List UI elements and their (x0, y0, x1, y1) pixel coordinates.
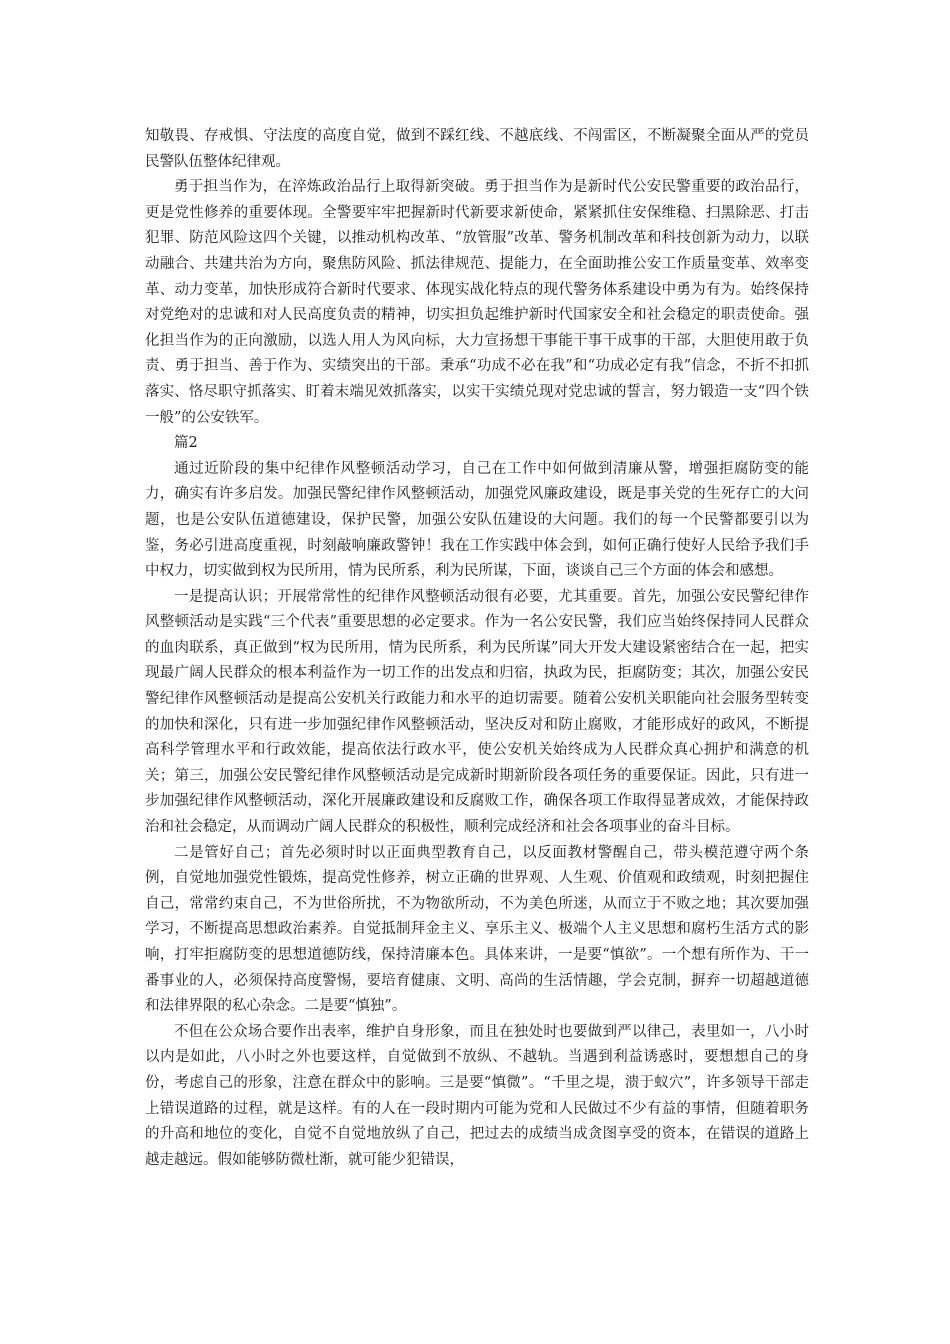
paragraph-intro: 通过近阶段的集中纪律作风整顿活动学习，自己在工作中如何做到清廉从警，增强拒腐防变的能力，确实有许多启发。加强民警纪律作风整顿活动，加强党风廉政建设，既是事关党的生死存亡的大问题，也是公安队伍道德建设，保护民警，加强公安队伍建设的大问题。我们的每一个民警都要引以为鉴，务必引进高度重视，时刻敲响廉政警钟！我在工作实践中体会到，如何正确行使好人民给予我们手中权力，切实做到权为民所用，情为民所系，利为民所谋，下面，谈谈自己三个方面的体会和感想。 (145, 460, 809, 580)
paragraph-courage-responsibility: 勇于担当作为，在淬炼政治品行上取得新突破。勇于担当作为是新时代公安民警重要的政治品行，更是党性修养的重要体现。全警要牢牢把握新时代新要求新使命，紧紧抓住安保维稳、扫黑除恶、打击犯罪、防范风险这四个关键，以推动机构改革、“放管服”改革、警务机制改革和科技创新为动力，以联动融合、共建共治为方向，聚焦防风险、抓法律规范、提能力，在全面助推公安工作质量变革、效率变革、动力变革，加快形成符合新时代要求、体现实战化特点的现代警务体系建设中勇为有为。始终保持对党绝对的忠诚和对人民高度负责的精神，切实担负起维护新时代国家安全和社会稳定的职责使命。强化担当作为的正向激励，以选人用人为风向标，大力宣扬想干事能干事干成事的干部，大胆使用敢于负责、勇于担当、善于作为、实绩突出的干部。秉承“功成不必在我”和“功成必定有我”信念，不折不扣抓落实、恪尽职守抓落实、盯着末端见效抓落实，以实干实绩兑现对党忠诚的誓言，努力锻造一支“四个铁一般”的公安铁军。 (145, 179, 809, 426)
paragraph-point-two-cont: 不但在公众场合要作出表率，维护自身形象，而且在独处时也要做到严以律己，表里如一，八小时以内是如此，八小时之外也要这样，自觉做到不放纵、不越轨。当遇到利益诱惑时，要想想自己的身份，考虑自己的形象，注意在群众中的影响。三是要“慎微”。“千里之堤，溃于蚁穴”，许多领导干部走上错误道路的过程，就是这样。有的人在一段时期内可能为党和人民做过不少有益的事情，但随着职务的升高和地位的变化，自觉不自觉地放纵了自己，把过去的成绩当成贪图享受的资本，在错误的道路上越走越远。假如能够防微杜渐，就可能少犯错误， (145, 1023, 809, 1168)
paragraph-continued: 知敬畏、存戒惧、守法度的高度自觉，做到不踩红线、不越底线、不闯雷区，不断凝聚全面从严的党员民警队伍整体纪律观。 (145, 128, 809, 170)
document-body (145, 124, 809, 1173)
paragraph-point-two: 二是管好自己；首先必须时时以正面典型教育自己，以反面教材警醒自己，带头模范遵守两个条例，自觉地加强党性锻炼，提高党性修养，树立正确的世界观、人生观、价值观和政绩观，时刻把握住自己，常常约束自己，不为世俗所扰，不为物欲所动，不为美色所迷，从而立于不败之地；其次要加强学习，不断提高思想政治素养。自觉抵制拜金主义、享乐主义、极端个人主义思想和腐朽生活方式的影响，打牢拒腐防变的思想道德防线，保持清廉本色。具体来讲，一是要“慎欲”。一个想有所作为、干一番事业的人，必须保持高度警惕，要培育健康、文明、高尚的生活情趣，学会克制，摒弃一切超越道德和法律界限的私心杂念。二是要“慎独”。 (145, 844, 809, 1015)
section-heading: 篇2 (174, 435, 198, 452)
paragraph-point-one: 一是提高认识；开展常常性的纪律作风整顿活动很有必要，尤其重要。首先，加强公安民警纪律作风整顿活动是实践“三个代表”重要思想的必定要求。作为一名公安民警，我们应当始终保持同人民群众的血肉联系，真正做到“权为民所用，情为民所系，利为民所谋”同大开发大建设紧密结合在一起，把实现最广阔人民群众的根本利益作为一切工作的出发点和归宿，执政为民，拒腐防变；其次，加强公安民警纪律作风整顿活动是提高公安机关行政能力和水平的迫切需要。随着公安机关职能向社会服务型转变的加快和深化，只有进一步加强纪律作风整顿活动，坚决反对和防止腐败，才能形成好的政风，不断提高科学管理水平和行政效能，提高依法行政水平，使公安机关始终成为人民群众真心拥护和满意的机关；第三，加强公安民警纪律作风整顿活动是完成新时期新阶段各项任务的重要保证。因此，只有进一步加强纪律作风整顿活动，深化开展廉政建设和反腐败工作，确保各项工作取得显著成效，才能保持政治和社会稳定，从而调动广阔人民群众的积极性，顺利完成经济和社会各项事业的奋斗目标。 (145, 588, 809, 836)
